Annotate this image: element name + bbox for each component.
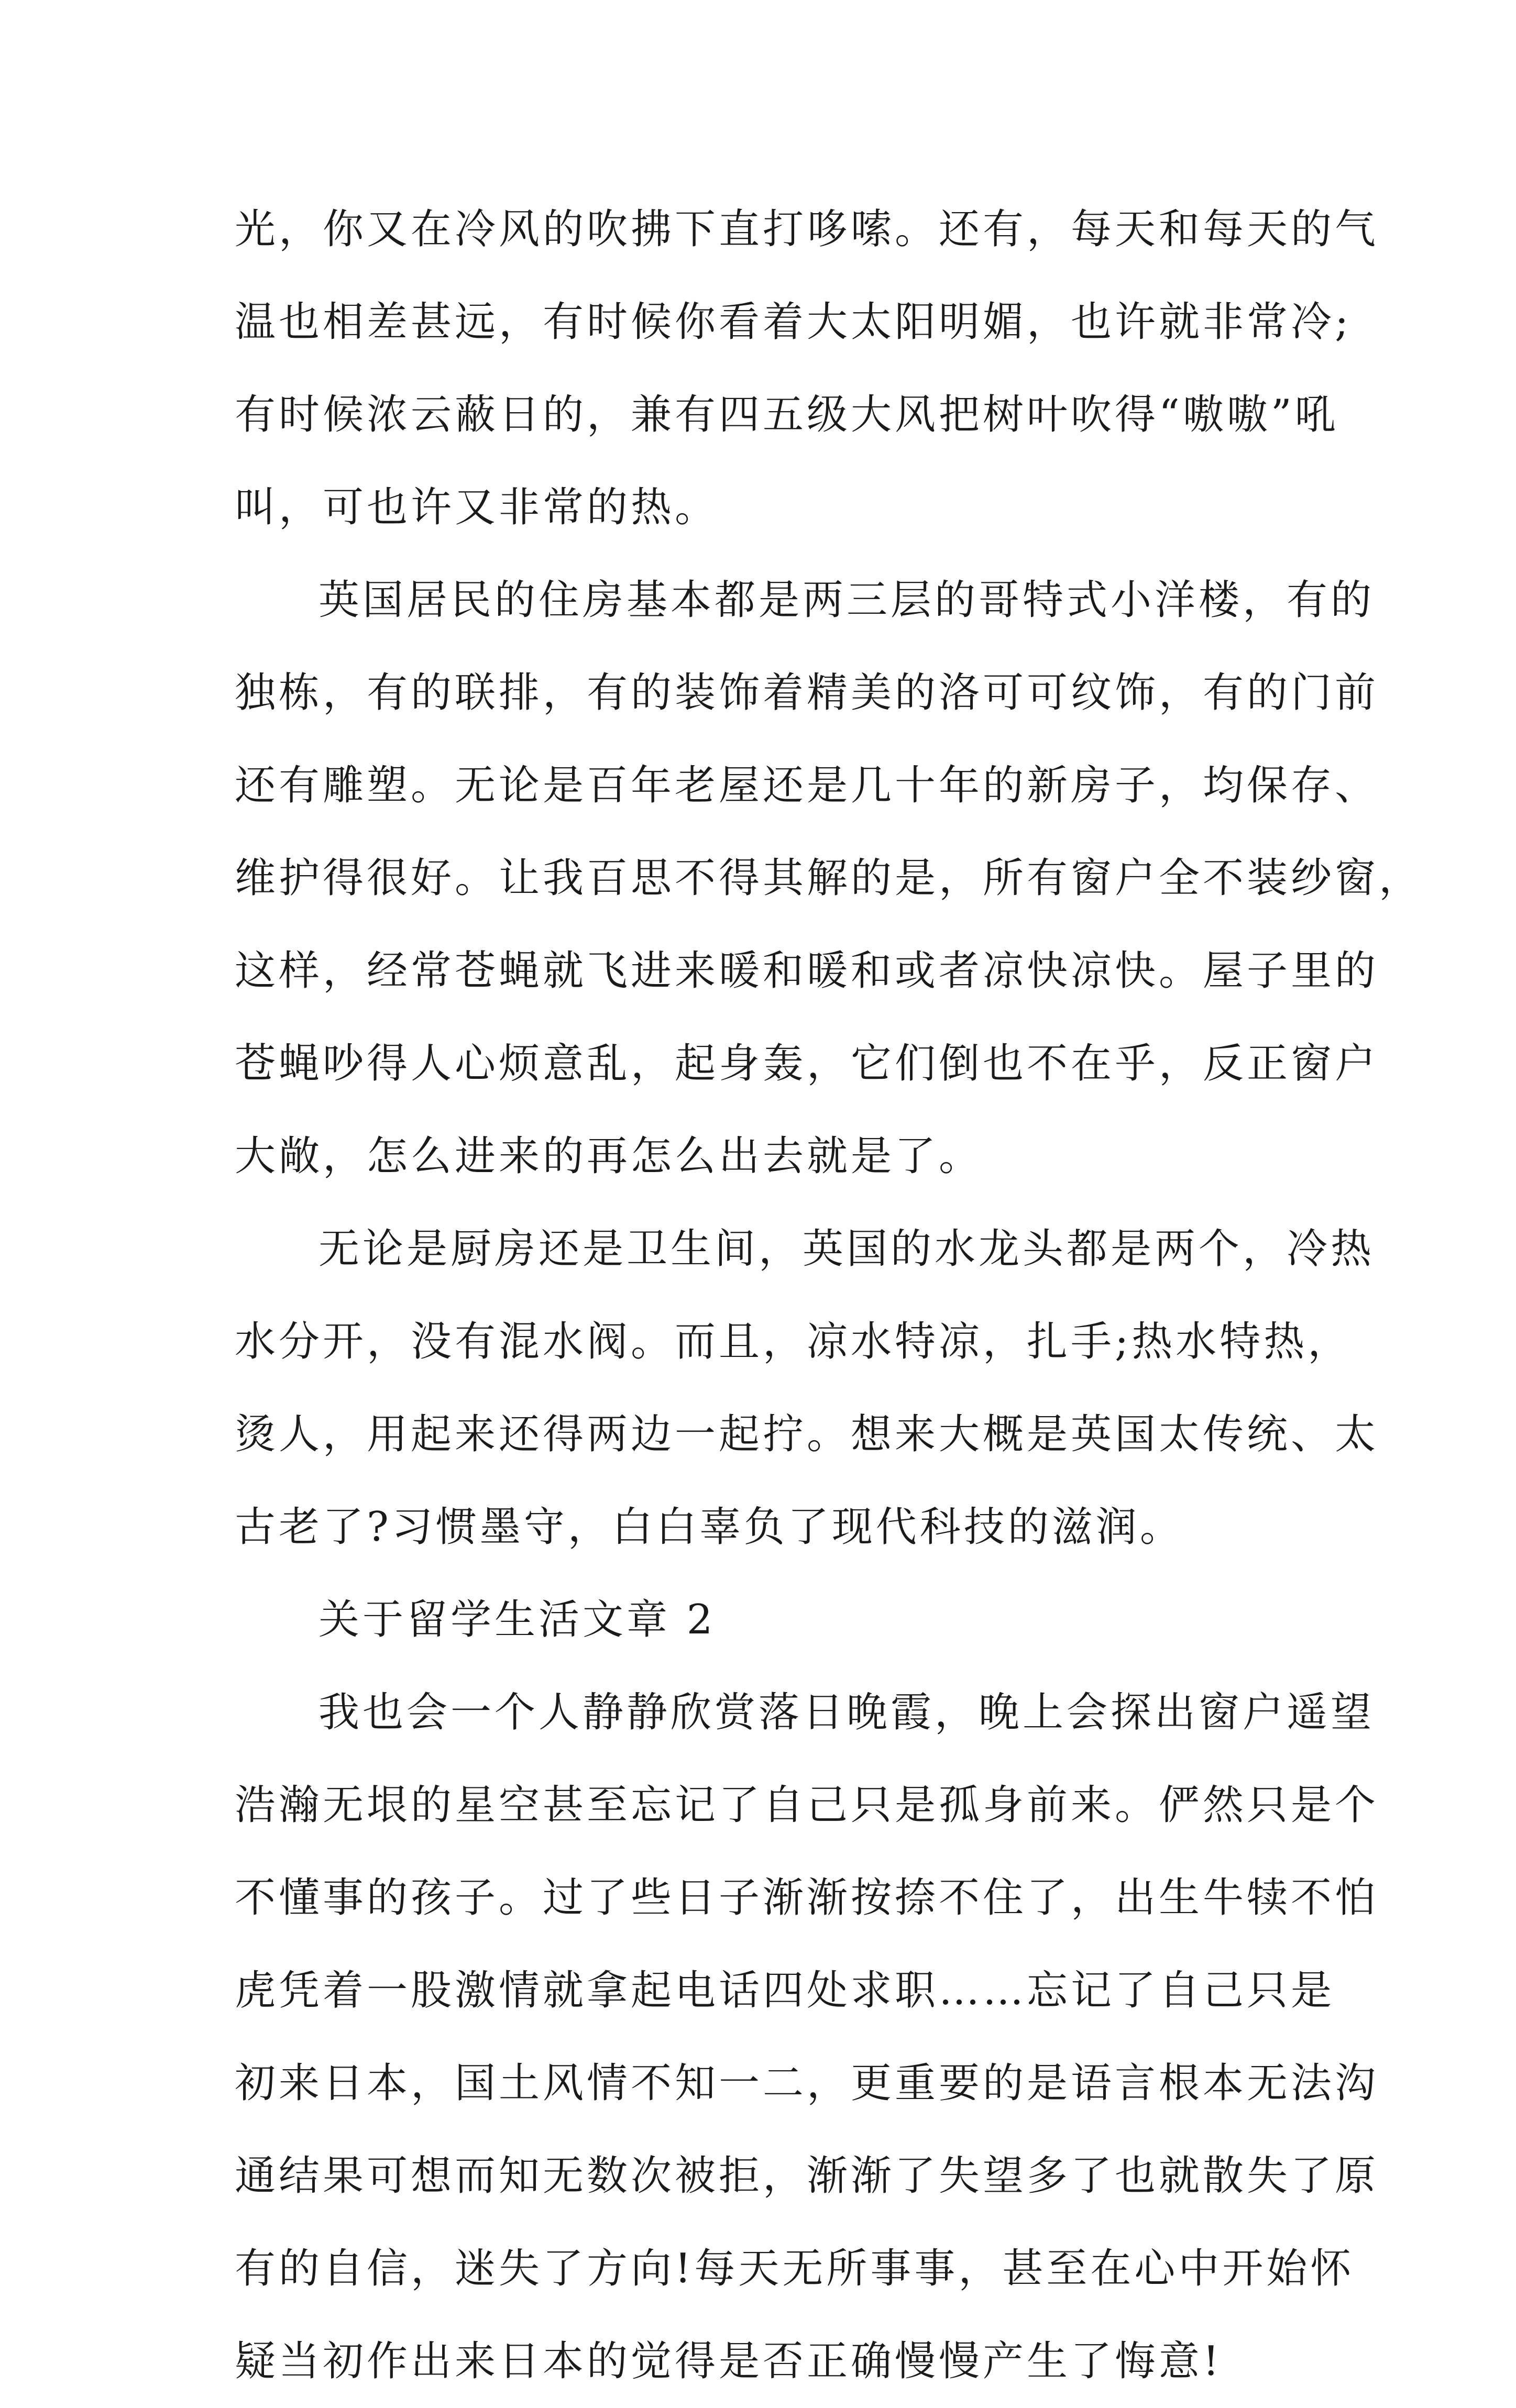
document-body	[235, 183, 1423, 2408]
paragraph-japan	[235, 1666, 1379, 2408]
text-line: 虎凭着一股激情就拿起电话四处求职……忘记了自己只是	[235, 1967, 1335, 2014]
text-line: 英国居民的住房基本都是两三层的哥特式小洋楼，有的	[318, 577, 1375, 624]
text-line: 古老了?习惯墨守，白白辜负了现代科技的滋润。	[235, 1504, 1184, 1551]
section-heading	[235, 1574, 1303, 1666]
text-line: 维护得很好。让我百思不得其解的是，所有窗户全不装纱窗，	[235, 855, 1423, 902]
text-line: 有的自信，迷失了方向!每天无所事事，甚至在心中开始怀	[235, 2245, 1355, 2292]
text-line: 我也会一个人静静欣赏落日晚霞，晚上会探出窗户遥望	[318, 1689, 1375, 1736]
text-line: 这样，经常苍蝇就飞进来暖和暖和或者凉快凉快。屋子里的	[235, 947, 1379, 995]
text-line: 大敞，怎么进来的再怎么出去就是了。	[235, 1133, 983, 1180]
paragraph-faucets	[235, 1203, 1379, 1574]
text-line: 有时候浓云蔽日的，兼有四五级大风把树叶吹得“嗷嗷”吼	[235, 391, 1339, 438]
text-line: 叫，可也许又非常的热。	[235, 484, 719, 531]
text-line: 还有雕塑。无论是百年老屋还是几十年的新房子，均保存、	[235, 762, 1379, 809]
paragraph-housing	[235, 554, 1423, 1203]
text-line: 疑当初作出来日本的觉得是否正确慢慢产生了悔意!	[235, 2338, 1223, 2385]
text-line: 无论是厨房还是卫生间，英国的水龙头都是两个，冷热	[318, 1225, 1375, 1273]
text-line: 烫人，用起来还得两边一起拧。想来大概是英国太传统、太	[235, 1411, 1379, 1458]
text-line: 苍蝇吵得人心烦意乱，起身轰，它们倒也不在乎，反正窗户	[235, 1040, 1379, 1087]
text-line: 不懂事的孩子。过了些日子渐渐按捺不住了，出生牛犊不怕	[235, 1874, 1379, 1921]
text-line: 温也相差甚远，有时候你看着大太阳明媚，也许就非常冷;	[235, 299, 1352, 346]
text-line: 浩瀚无垠的星空甚至忘记了自己只是孤身前来。俨然只是个	[235, 1782, 1379, 1829]
text-line: 独栋，有的联排，有的装饰着精美的洛可可纹饰，有的门前	[235, 669, 1379, 716]
text-line: 通结果可想而知无数次被拒，渐渐了失望多了也就散失了原	[235, 2152, 1379, 2200]
text-line: 初来日本，国土风情不知一二，更重要的是语言根本无法沟	[235, 2060, 1379, 2107]
text-line: 关于留学生活文章 2	[318, 1596, 716, 1643]
text-line: 水分开，没有混水阀。而且，凉水特凉，扎手;热水特热，	[235, 1318, 1352, 1365]
text-line: 光，你又在冷风的吹拂下直打哆嗦。还有，每天和每天的气	[235, 206, 1379, 253]
paragraph-weather	[235, 183, 1379, 554]
